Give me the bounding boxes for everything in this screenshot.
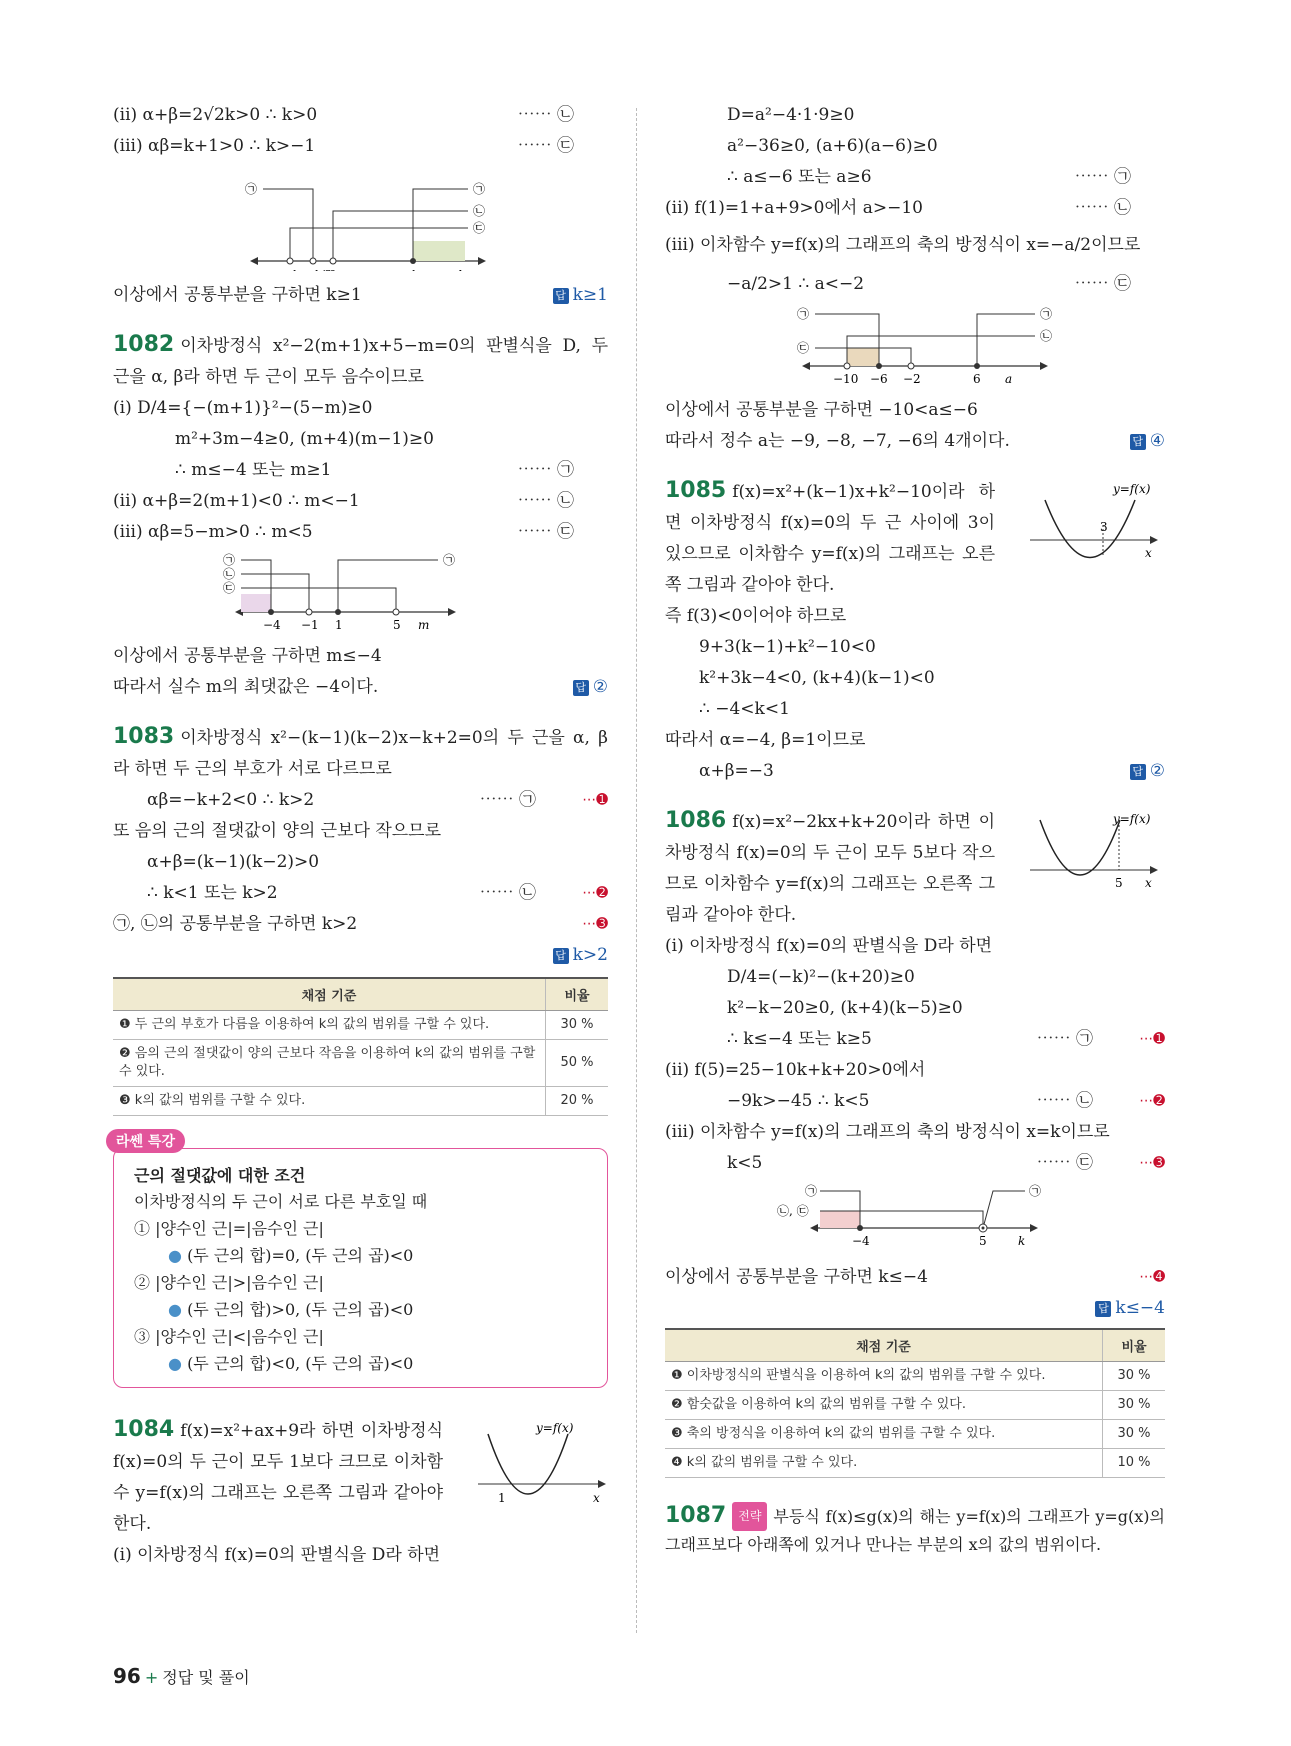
tick: −4 bbox=[263, 618, 281, 632]
number-line-1084 bbox=[665, 306, 1165, 386]
line: −a/2>1 ∴ a<−2 ⋯⋯ ㉢ bbox=[727, 274, 1131, 294]
column-divider bbox=[636, 108, 637, 1633]
plus-icon: + bbox=[144, 1668, 159, 1687]
result-line: 이상에서 공통부분을 구하면 k≥1 답 k≥1 bbox=[113, 285, 608, 305]
result-line: 이상에서 공통부분을 구하면 −10<a≤−6 bbox=[665, 400, 978, 420]
tip-box: 라쎈 특강 근의 절댓값에 대한 조건 이차방정식의 두 근이 서로 다른 부호일 때 ① |양수인 근|=|음수인 근| ● (두 근의 합)=0, (두 근의 곱)<0 ② |양수인 근|>|음수인 근| ● (두 근의 합)>0, (두 근의 곱)<0 ③ |양수인 근|<|음수인 근| ● (두 근의 합)<0, (두 근의 곱)<0 bbox=[113, 1148, 608, 1388]
mark: ㉢ bbox=[473, 221, 486, 235]
parabola-graph-1084 bbox=[458, 1414, 608, 1524]
tick: −6 bbox=[870, 372, 888, 386]
scoring-table-1083: 채점 기준 비율 ❶ 두 근의 부호가 다름을 이용하여 k의 값의 범위를 구할 수 있다. 30 % ❷ 음의 근의 절댓값이 양의 근보다 작음을 이용하여 k의 값의 범위를 구할 수 있다. 50 % ❸ k의 값의 범위를 구할 수 있다. 20 % bbox=[113, 977, 608, 1116]
line: (i) D/4={−(m+1)}²−(5−m)≥0 bbox=[113, 398, 373, 418]
conclusion-line: 따라서 정수 a는 −9, −8, −7, −6의 4개이다. 답 ④ bbox=[665, 431, 1165, 451]
tick: −4 bbox=[852, 1234, 870, 1248]
mark: ㉡ bbox=[223, 567, 236, 581]
left-column bbox=[113, 100, 608, 1571]
svg-text:x: x bbox=[593, 1491, 600, 1505]
line: (ii) α+β=2(m+1)<0 ∴ m<−1 ⋯⋯ ㉡ bbox=[113, 491, 574, 511]
svg-text:y=f(x): y=f(x) bbox=[536, 1421, 574, 1435]
mark: ㉠ bbox=[473, 182, 486, 196]
conclusion-line: 따라서 실수 m의 최댓값은 −4이다. 답 ② bbox=[113, 677, 608, 697]
mark: ㉠ bbox=[223, 553, 236, 567]
line: (ii) α+β=2√2k>0 ∴ k>0 ⋯⋯ ㉡ bbox=[113, 105, 574, 125]
problem-1086: y=f(x) 5 x 1086 f(x)=x²−2kx+k+20이라 하면 이차방정식 f(x)=0의 두 근이 모두 5보다 작으므로 이차함수 y=f(x)의 그래프는 오른쪽 그림과 같아야 한다. bbox=[665, 805, 1165, 931]
svg-text:1: 1 bbox=[498, 1491, 506, 1505]
svg-text:y=f(x): y=f(x) bbox=[1113, 482, 1151, 496]
table-row: ❷ 함숫값을 이용하여 k의 값의 범위를 구할 수 있다. 30 % bbox=[665, 1391, 1165, 1420]
result-line: 이상에서 공통부분을 구하면 k≤−4 ⋯➍ bbox=[665, 1267, 1165, 1287]
line: (iii) αβ=k+1>0 ∴ k>−1 ⋯⋯ ㉢ bbox=[113, 136, 574, 156]
line: (i) 이차방정식 f(x)=0의 판별식을 D라 하면 bbox=[113, 1545, 441, 1565]
tick: 5 bbox=[979, 1234, 987, 1248]
footer-title: 정답 및 풀이 bbox=[162, 1668, 250, 1687]
problem-1084: y=f(x) 1 x 1084 f(x)=x²+ax+9라 하면 이차방정식 f(x)=0의 두 근이 모두 1보다 크므로 이차함수 y=f(x)의 그래프는 오른쪽 그림과 같아야 한다. bbox=[113, 1414, 608, 1540]
bullet-icon: ● bbox=[168, 1354, 182, 1373]
number-line-1081 bbox=[113, 166, 608, 271]
tick: a bbox=[1005, 372, 1013, 386]
line: ㉠, ㉡의 공통부분을 구하면 k>2 ⋯➌ bbox=[113, 914, 608, 934]
mark: ㉠ bbox=[1040, 307, 1053, 321]
result-line: 이상에서 공통부분을 구하면 m≤−4 bbox=[113, 646, 382, 666]
mark: ㉠ bbox=[1029, 1184, 1042, 1198]
tick: −10 bbox=[833, 372, 859, 386]
tip-badge: 라쎈 특강 bbox=[106, 1129, 185, 1153]
problem-1087: 1087 전략 부등식 f(x)≤g(x)의 해는 y=f(x)의 그래프가 y=g(x)의 그래프보다 아래쪽에 있거나 만나는 부분의 x의 값의 범위이다. bbox=[665, 1503, 1165, 1554]
mark: ㉠ bbox=[443, 553, 456, 567]
tick: m bbox=[418, 618, 430, 632]
problem-1082: 1082 이차방정식 x²−2(m+1)x+5−m=0의 판별식을 D, 두 근을 α, β라 하면 두 근이 모두 음수이므로 bbox=[113, 332, 608, 387]
line: a²−36≥0, (a+6)(a−6)≥0 bbox=[727, 136, 938, 156]
tick: −2 bbox=[903, 372, 921, 386]
table-row: ❸ 축의 방정식을 이용하여 k의 값의 범위를 구할 수 있다. 30 % bbox=[665, 1420, 1165, 1449]
problem-1085: y=f(x) 3 x 1085 f(x)=x²+(k−1)x+k²−10이라 하면 이차방정식 f(x)=0의 두 근 사이에 3이 있으므로 이차함수 y=f(x)의 그래프는 오른쪽 그림과 같아야 한다. bbox=[665, 475, 1165, 601]
tick bbox=[281, 268, 299, 271]
line: ∴ m≤−4 또는 m≥1 ⋯⋯ ㉠ bbox=[175, 460, 574, 480]
problem-1083: 1083 이차방정식 x²−(k−1)(k−2)x−k+2=0의 두 근을 α, β라 하면 두 근의 부호가 서로 다르므로 bbox=[113, 724, 608, 779]
answer-line: 답 k>2 bbox=[113, 940, 608, 971]
mark: ㉡ bbox=[1040, 329, 1053, 343]
parabola-graph-1086 bbox=[1015, 805, 1165, 905]
number-line-1082 bbox=[113, 552, 608, 632]
tick: −1 bbox=[301, 618, 319, 632]
line: D=a²−4·1·9≥0 bbox=[727, 105, 855, 125]
line: (ii) f(1)=1+a+9>0에서 a>−10 ⋯⋯ ㉡ bbox=[665, 198, 1131, 218]
number-line-1086 bbox=[665, 1183, 1165, 1253]
mark: ㉢ bbox=[797, 341, 810, 355]
line: α+β=(k−1)(k−2)>0 bbox=[147, 852, 320, 872]
tick bbox=[329, 268, 337, 271]
mark: ㉡, ㉢ bbox=[777, 1204, 809, 1218]
table-row: ❶ 이차방정식의 판별식을 이용하여 k의 값의 범위를 구할 수 있다. 30 % bbox=[665, 1362, 1165, 1391]
parabola-graph-1085 bbox=[1015, 475, 1165, 575]
tick: 5 bbox=[393, 618, 401, 632]
line: ∴ a≤−6 또는 a≥6 ⋯⋯ ㉠ bbox=[727, 167, 1131, 187]
tick bbox=[303, 268, 332, 271]
svg-text:x: x bbox=[1145, 876, 1152, 890]
line: m²+3m−4≥0, (m+4)(m−1)≥0 bbox=[175, 429, 434, 449]
line: αβ=−k+2<0 ∴ k>2 ⋯⋯ ㉠ ⋯➊ bbox=[147, 790, 608, 810]
tick: k bbox=[1018, 1234, 1026, 1248]
mark: ㉠ bbox=[245, 182, 258, 196]
bullet-icon: ● bbox=[168, 1246, 182, 1265]
svg-text:x: x bbox=[1145, 546, 1152, 560]
tick bbox=[458, 268, 465, 271]
line: ∴ k<1 또는 k>2 ⋯⋯ ㉡ ⋯➋ bbox=[147, 883, 608, 903]
page-number: 96 bbox=[113, 1664, 141, 1688]
tick bbox=[410, 268, 418, 271]
svg-text:5: 5 bbox=[1115, 876, 1123, 890]
mark: ㉠ bbox=[805, 1184, 818, 1198]
svg-text:3: 3 bbox=[1100, 520, 1108, 534]
line: 또 음의 근의 절댓값이 양의 근보다 작으므로 bbox=[113, 821, 442, 841]
svg-text:y=f(x): y=f(x) bbox=[1113, 812, 1151, 826]
right-column: D=a²−4·1·9≥0 a²−36≥0, (a+6)(a−6)≥0 ∴ a≤−6 또는 a≥6 ⋯⋯ ㉠ (ii) f(1)=1+a+9>0에서 a>−10 ⋯⋯ ㉡ (iii) 이차함수 y=f(x)의 그래프의 축의 방정식이 x=−a/2이므로 −a/2>1 ∴ a<−2 ⋯⋯ ㉢ ㉠ ㉢ ㉠ ㉡ −10 −6 −2 6 a 이상에서 공통부분을 구하면 −10<a≤−6 따라서 정수 a는 −9, −8, −7, −6의 4개이다. 답 ④ y=f(x) 3 x 1085 f(x)=x²+(k−1)x+k²−10이라 하면 이차방정식 f(x)=0의 두 근 사이에 3이 있으므로 이차함수 y=f(x)의 그래프는 오른쪽 그림과 같아야 한다. 즉 f(3)<0이어야 하므로 9+3(k−1)+k²−10<0 k²+3k−4<0, (k+4)(k−1)<0 ∴ −4<k<1 따라서 α=−4, β=1이므로 α+β=−3 답 ② y=f(x) 5 x 1086 f(x)=x²−2kx+k+20이라 하면 이차방정식 f(x)=0의 두 근이 모두 5보다 작으므로 이차함수 y=f(x)의 그래프는 오른쪽 그림과 같아야 한다. (i) 이차방정식 f(x)=0의 판별식을 D라 하면 D/4=(−k)²−(k+20)≥0 k²−k−20≥0, (k+4)(k−5)≥0 ∴ k≤−4 또는 k≥5 ⋯⋯ ㉠ ⋯➊ (ii) f(5)=25−10k+k+20>0에서 −9k>−45 ∴ k<5 ⋯⋯ ㉡ ⋯➋ (iii) 이차함수 y=f(x)의 그래프의 축의 방정식이 x=k이므로 k<5 ⋯⋯ ㉢ ⋯➌ ㉠ ㉡, ㉢ ㉠ −4 5 k 이상에서 공통부분을 구하면 k≤−4 ⋯➍ 답 k≤−4 채점 기준 비율 ❶ 이차방정식의 판별식을 이용하여 k의 값의 범위를 구할 수 있다. 30 % ❷ 함숫값을 이용하여 k의 값의 범위를 구할 수 있다. 30 % ❸ 축의 방정식을 이용하여 k의 값의 범위를 구할 수 있다. 30 % ❹ k의 값의 범위를 구할 수 있다. 10 % 1087 전략 부등식 f(x)≤g(x)의 해는 y=f(x)의 그래프가 y=g(x)의 그래프보다 아래쪽에 있거나 만나는 부분의 x의 값의 범위이다. bbox=[665, 100, 1165, 1558]
mark: ㉡ bbox=[473, 204, 486, 218]
table-row: ❸ k의 값의 범위를 구할 수 있다. 20 % bbox=[113, 1087, 608, 1116]
mark: ㉢ bbox=[223, 581, 236, 595]
mark: ㉠ bbox=[797, 307, 810, 321]
table-row: ❶ 두 근의 부호가 다름을 이용하여 k의 값의 범위를 구할 수 있다. 30 % bbox=[113, 1011, 608, 1040]
strategy-badge: 전략 bbox=[732, 1502, 767, 1531]
line: (iii) 이차함수 y=f(x)의 그래프의 축의 방정식이 x=−a/2이므로 bbox=[665, 235, 1141, 255]
table-row: ❷ 음의 근의 절댓값이 양의 근보다 작음을 이용하여 k의 값의 범위를 구할 수 있다. 50 % bbox=[113, 1040, 608, 1087]
tick: 6 bbox=[973, 372, 981, 386]
tick: 1 bbox=[335, 618, 343, 632]
scoring-table-1086: 채점 기준 비율 ❶ 이차방정식의 판별식을 이용하여 k의 값의 범위를 구할 수 있다. 30 % ❷ 함숫값을 이용하여 k의 값의 범위를 구할 수 있다. 30 % ❸ 축의 방정식을 이용하여 k의 값의 범위를 구할 수 있다. 30 % ❹ k의 값의 범위를 구할 수 있다. 10 % bbox=[665, 1328, 1165, 1478]
answer-line: 답 k≤−4 bbox=[665, 1293, 1165, 1324]
page-footer bbox=[113, 1664, 250, 1688]
tip-title: 근의 절댓값에 대한 조건 bbox=[134, 1166, 306, 1185]
line: (iii) αβ=5−m>0 ∴ m<5 ⋯⋯ ㉢ bbox=[113, 522, 574, 542]
bullet-icon: ● bbox=[168, 1300, 182, 1319]
table-row: ❹ k의 값의 범위를 구할 수 있다. 10 % bbox=[665, 1449, 1165, 1478]
